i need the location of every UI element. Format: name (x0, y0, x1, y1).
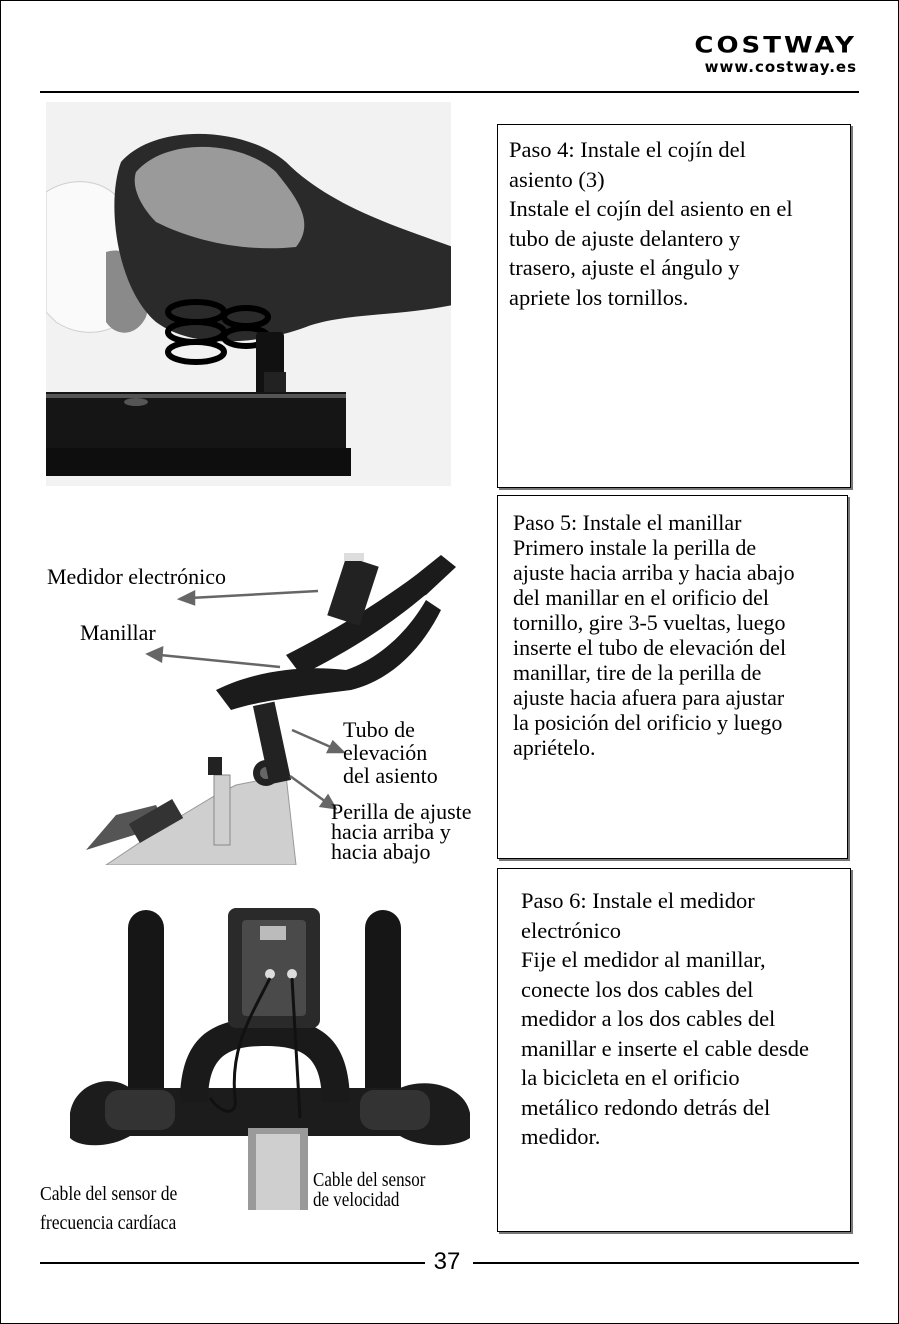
meter-connection-photo (60, 898, 480, 1210)
callout-handlebar: Manillar (80, 620, 156, 645)
step-5-box (497, 495, 848, 859)
brand-url: www.costway.es (704, 58, 857, 76)
step-4-text: Paso 4: Instale el cojín del asiento (3) Instale el cojín del asiento en el tubo de ajuste delantero y trasero, ajuste el ángulo y apriete los tornillos. (509, 137, 793, 310)
footer-divider-left (40, 1262, 425, 1264)
step-5-text: Paso 5: Instale el manillar Primero instale la perilla de ajuste hacia arriba y hacia abajo del manillar en el orificio del tornillo, gire 3-5 vueltas, luego inserte el tubo de elevación del manillar, tire de la perilla de ajuste hacia afuera para ajustar la posición del orificio y luego apriételo. (513, 510, 795, 760)
step-6-box (497, 868, 851, 1232)
callout-meter: Medidor electrónico (47, 564, 226, 589)
step-6-text: Paso 6: Instale el medidor electrónico Fije el medidor al manillar, conecte los dos cables del medidor a los dos cables del manillar e inserte el cable desde la bicicleta en el orificio metálico redondo detrás del medidor. (521, 888, 809, 1149)
page-number: 37 (433, 1248, 461, 1275)
callout-heart-rate-cable: Cable del sensor de frecuencia cardíaca (40, 1183, 178, 1234)
callout-adjust-knob: Perilla de ajuste hacia arriba y hacia abajo (331, 799, 472, 864)
footer-divider-right (473, 1262, 859, 1264)
callout-speed-cable: Cable del sensor de velocidad (313, 1169, 426, 1211)
brand-logo: COSTWAY (694, 33, 857, 59)
callout-seat-tube: Tubo de elevación del asiento (343, 717, 438, 788)
meter-connection-illustration (60, 898, 480, 1210)
